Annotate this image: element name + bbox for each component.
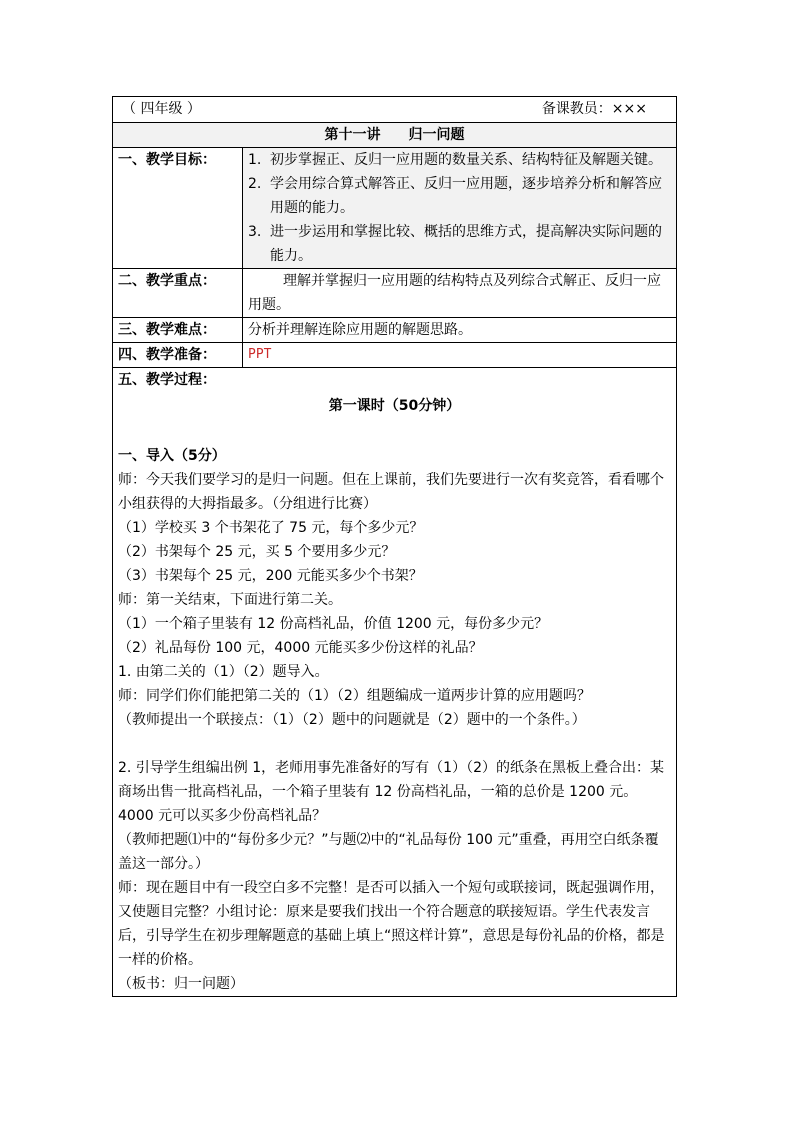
- objectives-list: [243, 148, 677, 269]
- process-line: （2）书架每个 25 元，买 5 个要用多少元？: [118, 544, 396, 560]
- objective-number: 1.: [248, 152, 262, 168]
- objective-item: [248, 220, 671, 268]
- key-points-label: 二、教学重点：: [113, 269, 243, 318]
- process-line: （3）书架每个 25 元，200 元能买多少个书架？: [118, 568, 423, 584]
- period-title: 第一课时（50分钟）: [328, 398, 461, 414]
- process-line: 1. 由第二关的（1）（2）题导入。: [118, 664, 329, 680]
- header-row: [113, 97, 677, 123]
- objective-number: 3.: [248, 224, 262, 240]
- process-cell: [113, 368, 677, 997]
- process-line: 师：同学们你们能把第二关的（1）（2）组题编成一道两步计算的应用题吗？: [118, 688, 591, 704]
- objective-text: 进一步运用和掌握比较、概括的思维方式，提高解决实际问题的能力。: [270, 224, 662, 264]
- difficulties-text: 分析并理解连除应用题的解题思路。: [243, 318, 677, 343]
- objective-item: [248, 172, 671, 220]
- process-line: 2. 引导学生组编出例 1，老师用事先准备好的写有（1）（2）的纸条在黑板上叠合出：某商场出售一批高档礼品，一个箱子里装有 12 份高档礼品，一箱的总价是 1200 元。4000 元可以买多少份高档礼品？: [118, 760, 664, 824]
- difficulties-label: 三、教学难点：: [113, 318, 243, 343]
- key-points-text: [243, 269, 677, 318]
- preparation-text: PPT: [243, 343, 677, 368]
- objectives-label: 一、教学目标：: [113, 148, 243, 269]
- process-line: 师：今天我们要学习的是归一问题。但在上课前，我们先要进行一次有奖竞答，看看哪个小组获得的大拇指最多。（分组进行比赛）: [118, 472, 664, 512]
- objective-number: 2.: [248, 176, 262, 192]
- objective-text: 初步掌握正、反归一应用题的数量关系、结构特征及解题关键。: [270, 152, 662, 168]
- process-line: （教师提出一个联接点：（1）（2）题中的问题就是（2）题中的一个条件。）: [118, 712, 586, 728]
- process-line: 师：现在题目中有一段空白多不完整！是否可以插入一个短句或联接词，既起强调作用，又使题目完整？小组讨论：原来是要我们找出一个符合题意的联接短语。学生代表发言后，引导学生在初步理解题意的基础上填上“照这样计算”，意思是每份礼品的价格，都是一样的价格。: [118, 880, 665, 968]
- preparation-label: 四、教学准备：: [113, 343, 243, 368]
- spacer: [118, 732, 671, 756]
- process-line: （1）学校买 3 个书架花了 75 元，每个多少元？: [118, 520, 424, 536]
- key-points-body: 理解并掌握归一应用题的结构特点及列综合式解正、反归一应用题。: [248, 273, 661, 313]
- process-label: 五、教学过程：: [118, 372, 216, 388]
- teacher-label: 备课教员：×××: [541, 101, 648, 117]
- process-line: （板书：归一问题）: [118, 976, 244, 992]
- grade-label: （ 四年级 ）: [122, 101, 201, 117]
- objective-text: 学会用综合算式解答正、反归一应用题，逐步培养分析和解答应用题的能力。: [270, 176, 662, 216]
- intro-label: 一、导入（5分）: [118, 448, 226, 464]
- process-line: （1）一个箱子里装有 12 份高档礼品，价值 1200 元，每份多少元？: [118, 616, 549, 632]
- lesson-title: 第十一讲 归一问题: [113, 123, 677, 148]
- lesson-plan-table: [112, 96, 677, 997]
- process-line: （教师把题⑴中的“每份多少元？”与题⑵中的“礼品每份 100 元”重叠，再用空白纸条覆盖这一部分。）: [118, 832, 659, 872]
- process-line: 师：第一关结束，下面进行第二关。: [118, 592, 342, 608]
- objective-item: [248, 148, 671, 172]
- spacer: [118, 420, 671, 444]
- process-line: （2）礼品每份 100 元，4000 元能买多少份这样的礼品？: [118, 640, 483, 656]
